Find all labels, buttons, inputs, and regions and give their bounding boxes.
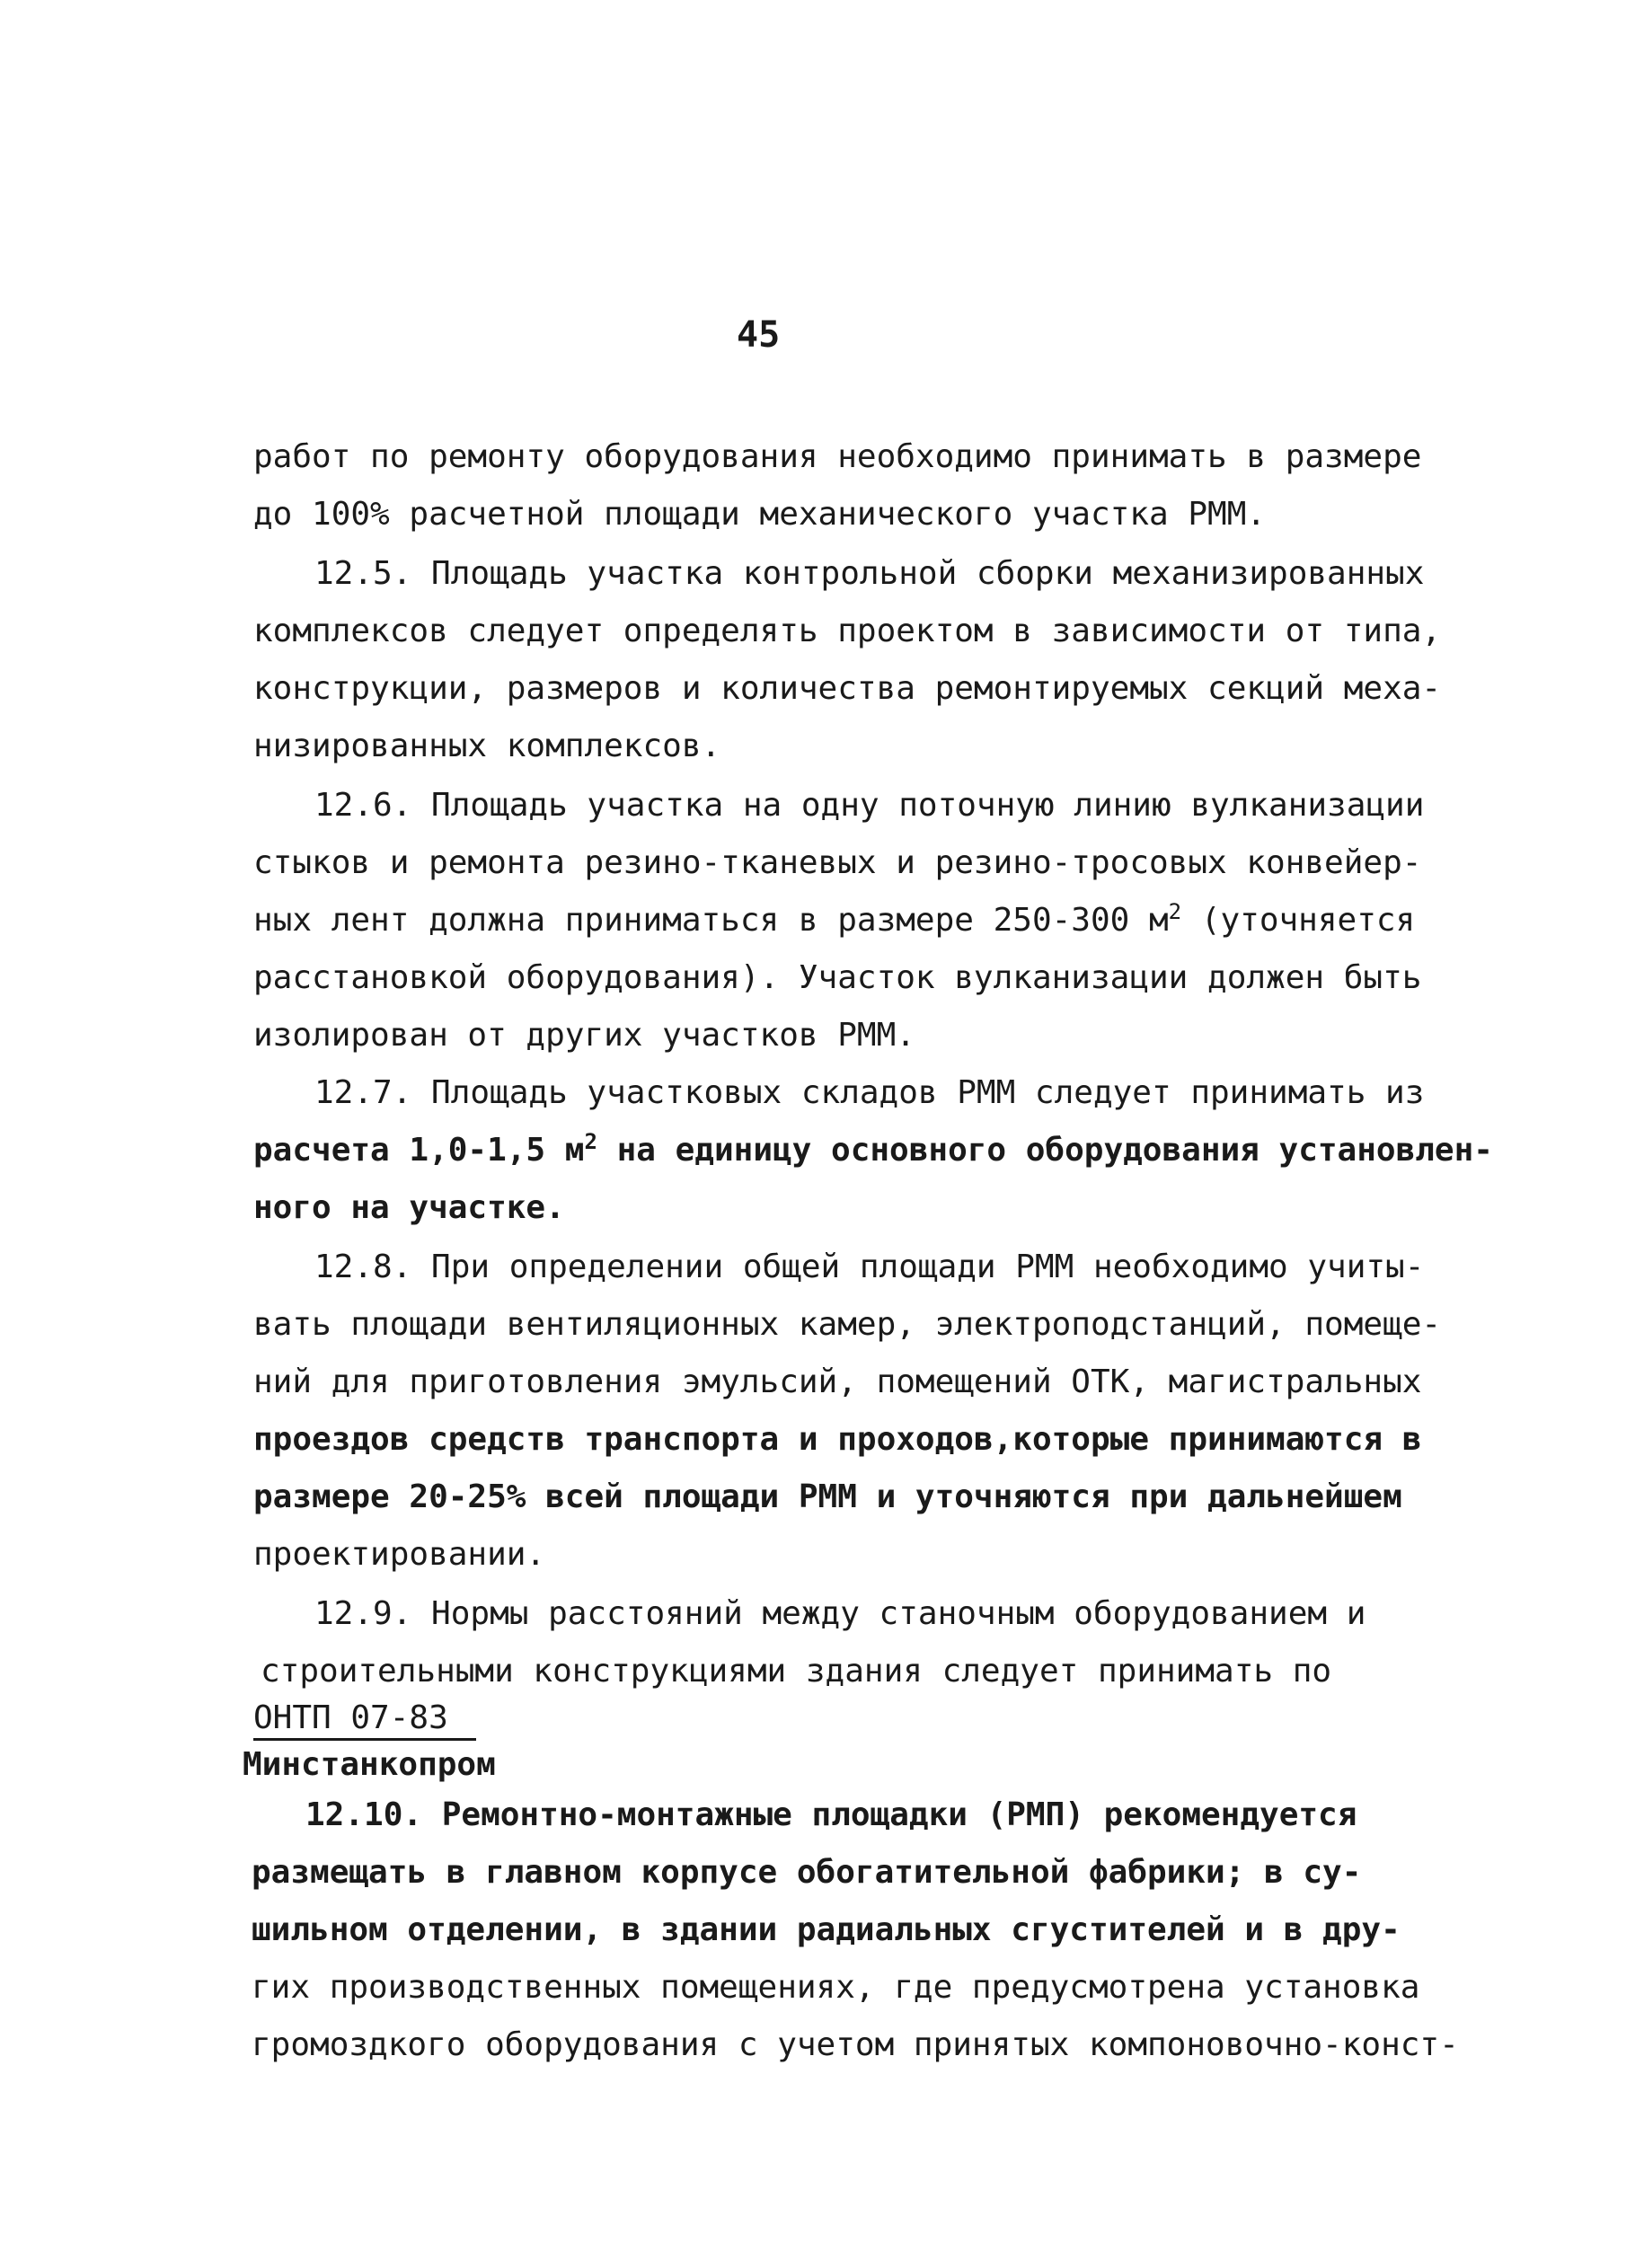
page-number: 45 [737,314,781,356]
paragraph-12-9-start: 12.9. Нормы расстояний между станочным оборудованием и [314,1595,1366,1632]
text-line: размещать в главном корпусе обогатительной фабрики; в су- [252,1854,1362,1891]
text-line: ний для приготовления эмульсий, помещений ОТК, магистральных [253,1363,1422,1400]
text-line: комплексов следует определять проектом в зависимости от типа, [253,613,1442,649]
text-fragment: (уточняется [1200,902,1416,939]
text-line: строительными конструкциями здания следует принимать по [261,1653,1332,1690]
text-line: ного на участке. [253,1189,565,1226]
superscript: 2 [1168,899,1182,924]
text-fragment: ных лент должна приниматься в размере 250-300 м [253,902,1169,939]
paragraph-12-6-start: 12.6. Площадь участка на одну поточную линию вулканизации [314,787,1425,824]
text-line: шильном отделении, в здании радиальных сгустителей и в дру- [252,1911,1401,1948]
text-line: расстановкой оборудования). Участок вулканизации должен быть [253,959,1422,996]
text-line: размере 20-25% всей площади РММ и уточняются при дальнейшем [253,1478,1402,1515]
text-line: работ по ремонту оборудования необходимо принимать в размере [253,438,1422,475]
paragraph-12-8-start: 12.8. При определении общей площади РММ необходимо учиты- [314,1249,1425,1285]
superscript: 2 [584,1129,597,1154]
text-line: низированных комплексов. [253,728,721,764]
text-line: гих производственных помещениях, где предусмотрена установка [252,1969,1420,2006]
text-line: изолирован от других участков РММ. [253,1017,915,1054]
text-line: проектировании. [253,1536,546,1573]
text-fragment: на единицу основного оборудования установлен- [616,1132,1493,1169]
text-line: конструкции, размеров и количества ремонтируемых секций меха- [253,670,1442,707]
text-line: громоздкого оборудования с учетом принятых компоновочно-конст- [252,2026,1459,2063]
reference-authority: Минстанкопром [243,1746,496,1783]
text-line [253,1129,1493,1169]
paragraph-12-5-start: 12.5. Площадь участка контрольной сборки механизированных [314,555,1425,592]
text-line: проездов средств транспорта и проходов,которые принимаются в [253,1421,1422,1458]
reference-code: ОНТП 07-83 [253,1699,448,1736]
text-line [253,899,1416,939]
paragraph-12-10-start: 12.10. Ремонтно-монтажные площадки (РМП) рекомендуется [305,1796,1357,1833]
text-line: вать площади вентиляционных камер, электроподстанций, помеще- [253,1306,1442,1343]
text-fragment: расчета 1,0-1,5 м [253,1132,585,1169]
paragraph-12-7-start: 12.7. Площадь участковых складов РММ следует принимать из [314,1074,1425,1111]
text-line: стыков и ремонта резино-тканевых и резино-тросовых конвейер- [253,844,1422,881]
text-line: до 100% расчетной площади механического участка РММ. [253,496,1267,533]
reference-underline [253,1738,476,1741]
